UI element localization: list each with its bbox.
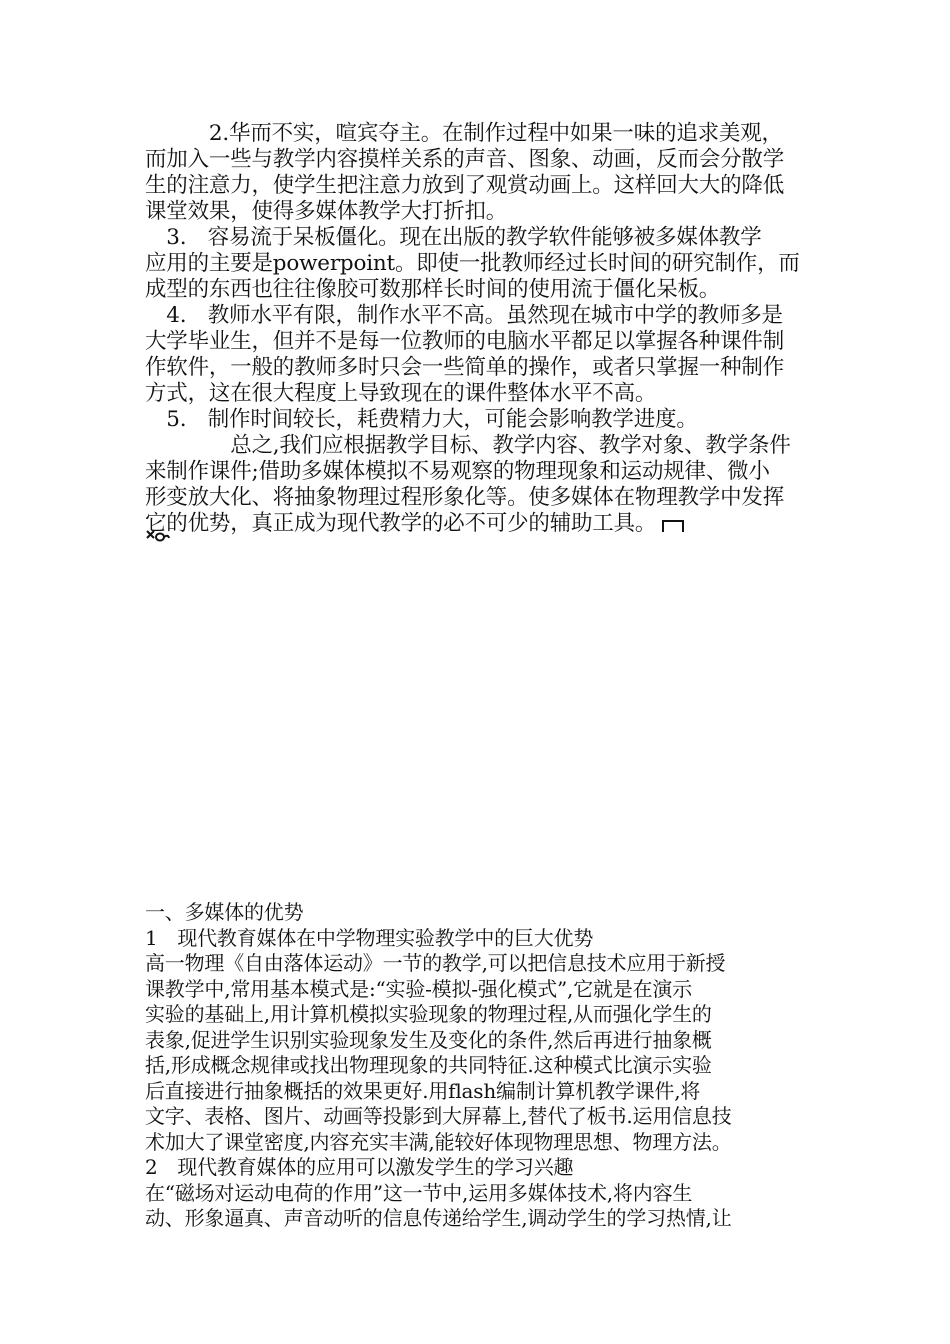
- text-line: 形变放大化、将抽象物理过程形象化等。使多媒体在物理教学中发挥: [145, 485, 785, 510]
- text-line-content: 它的优势，真正成为现代教学的必不可少的辅助工具。: [145, 511, 657, 536]
- text-line: 4. 教师水平有限，制作水平不高。虽然现在城市中学的教师多是: [145, 303, 783, 328]
- text-line: 动、形象逼真、声音动听的信息传递给学生,调动学生的学习热情,让: [145, 1206, 732, 1230]
- text-line: 来制作课件;借助多媒体模拟不易观察的物理现象和运动规律、微小: [145, 459, 770, 484]
- text-line: 而加入一些与教学内容摸样关系的声音、图象、动画，反而会分散学: [145, 147, 785, 172]
- text-line: 课堂效果，使得多媒体教学大打折扣。: [145, 199, 508, 224]
- text-line: 文字、表格、图片、动画等投影到大屏幕上,替代了板书.运用信息技: [145, 1104, 732, 1128]
- text-line: 术加大了课堂密度,内容充实丰满,能较好体现物理思想、物理方法。: [145, 1129, 732, 1154]
- text-line: 应用的主要是powerpoint。即使一批教师经过长时间的研究制作，而: [145, 251, 800, 276]
- text-line-last: [145, 511, 810, 537]
- text-line: 2.华而不实，喧宾夺主。在制作过程中如果一味的追求美观，: [145, 121, 783, 146]
- text-line: 总之,我们应根据教学目标、教学内容、教学对象、教学条件: [145, 433, 791, 458]
- section-heading: 一、多媒体的优势: [145, 900, 304, 924]
- text-line: 大学毕业生，但并不是每一位教师的电脑水平都足以掌握各种课件制: [145, 329, 785, 354]
- text-line: 3. 容易流于呆板僵化。现在出版的教学软件能够被多媒体教学: [145, 225, 762, 250]
- text-line: 表象,促进学生识别实验现象发生及变化的条件,然后再进行抽象概: [145, 1027, 712, 1052]
- section-break-icon: [662, 520, 684, 532]
- text-line: 在“磁场对运动电荷的作用”这一节中,运用多媒体技术,将内容生: [145, 1180, 693, 1205]
- text-block-top: [145, 121, 810, 537]
- text-line: 成型的东西也往往像胶可数那样长时间的使用流于僵化呆板。: [145, 277, 721, 302]
- text-line: 后直接进行抽象概括的效果更好.用flash编制计算机教学课件,将: [145, 1078, 701, 1103]
- paragraph-mark-icon: [145, 528, 171, 544]
- text-block-bottom: [145, 900, 810, 1232]
- text-line: 方式，这在很大程度上导致现在的课件整体水平不高。: [145, 381, 657, 406]
- text-line: 生的注意力，使学生把注意力放到了观赏动画上。这样回大大的降低: [145, 173, 785, 198]
- text-line: 括,形成概念规律或找出物理现象的共同特征.这种模式比演示实验: [145, 1053, 712, 1077]
- subsection-heading: 1 现代教育媒体在中学物理实验教学中的巨大优势: [145, 925, 594, 950]
- text-line: 5. 制作时间较长，耗费精力大，可能会影响教学进度。: [145, 407, 698, 432]
- text-line: 作软件，一般的教师多时只会一些简单的操作，或者只掌握一种制作: [145, 355, 785, 380]
- text-line: 课教学中,常用基本模式是:“实验-模拟-强化模式”,它就是在演示: [145, 976, 693, 1001]
- text-line: 实验的基础上,用计算机模拟实验现象的物理过程,从而强化学生的: [145, 1002, 712, 1026]
- text-line: 高一物理《自由落体运动》一节的教学,可以把信息技术应用于新授: [145, 951, 726, 975]
- subsection-heading: 2 现代教育媒体的应用可以激发学生的学习兴趣: [145, 1155, 574, 1179]
